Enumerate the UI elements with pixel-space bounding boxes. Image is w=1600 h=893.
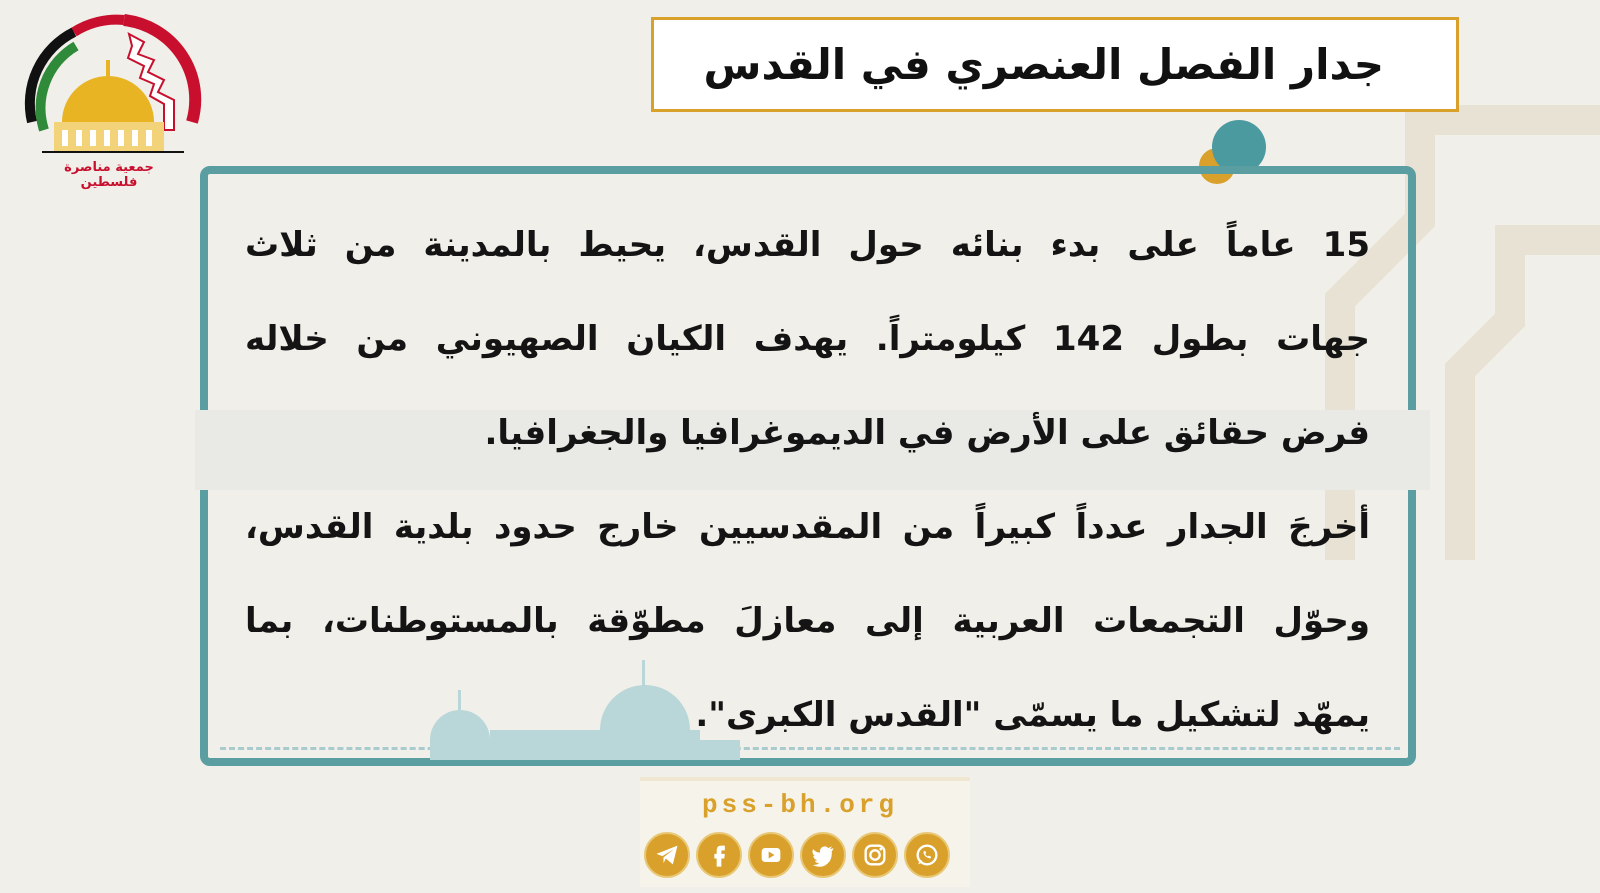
organization-logo bbox=[14, 12, 204, 190]
body-line-4: أخرجَ الجدار عدداً كبيراً من المقدسيين خارج حدود بلدية القدس، bbox=[245, 507, 1370, 547]
body-line-5: وحوّل التجمعات العربية إلى معازلَ مطوّقة بالمستوطنات، بما bbox=[245, 601, 1370, 641]
website-link[interactable]: pss-bh.org bbox=[701, 790, 899, 820]
body-line-1: 15 عاماً على بدء بنائه حول القدس، يحيط بالمدينة من ثلاث bbox=[245, 225, 1370, 265]
page-title: جدار الفصل العنصري في القدس bbox=[703, 40, 1384, 89]
instagram-icon[interactable] bbox=[852, 832, 898, 878]
whatsapp-icon[interactable] bbox=[904, 832, 950, 878]
telegram-icon[interactable] bbox=[644, 832, 690, 878]
social-icons bbox=[644, 832, 950, 878]
body-line-2: جهات بطول 142 كيلومتراً. يهدف الكيان الصهيوني من خلاله bbox=[245, 319, 1370, 359]
twitter-icon[interactable] bbox=[800, 832, 846, 878]
body-line-3: فرض حقائق على الأرض في الديموغرافيا والجغرافيا. bbox=[484, 413, 1370, 453]
facebook-icon[interactable] bbox=[696, 832, 742, 878]
body-line-6: يمهّد لتشكيل ما يسمّى "القدس الكبرى". bbox=[695, 695, 1370, 735]
body-text bbox=[245, 198, 1370, 762]
youtube-icon[interactable] bbox=[748, 832, 794, 878]
title-box bbox=[651, 17, 1459, 112]
logo-text: جمعية مناصرة فلسطين bbox=[64, 160, 154, 190]
